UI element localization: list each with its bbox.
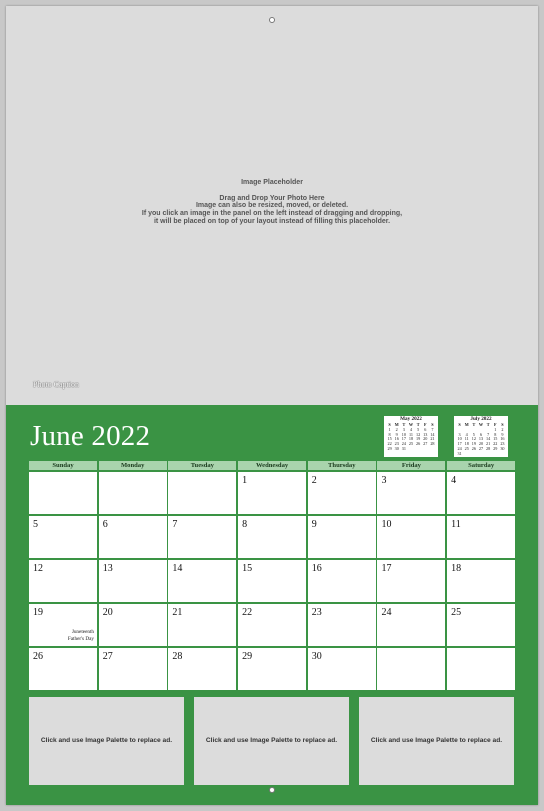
mini-day: 19 — [416, 436, 421, 442]
mini-day-header: S — [431, 422, 434, 427]
day-cell[interactable] — [99, 560, 167, 602]
placeholder-instructions — [6, 179, 538, 226]
day-number: 18 — [451, 563, 462, 574]
mini-day: 7 — [487, 431, 490, 437]
mini-day: 5 — [417, 426, 420, 432]
mini-day: 19 — [471, 441, 476, 447]
mini-day: 27 — [423, 441, 428, 447]
mini-day: 23 — [394, 441, 399, 447]
placeholder-title: Image Placeholder — [241, 179, 303, 186]
mini-day: 12 — [471, 436, 476, 442]
day-number: 26 — [33, 651, 43, 662]
mini-day — [485, 452, 492, 457]
mini-day: 20 — [478, 441, 484, 447]
day-cell[interactable] — [238, 560, 306, 602]
mini-day: 30 — [394, 445, 399, 451]
day-number: 4 — [451, 475, 457, 486]
image-placeholder[interactable] — [6, 6, 538, 405]
mini-calendar-title: July 2022 — [470, 416, 492, 422]
mini-day: 22 — [493, 441, 498, 447]
day-cell[interactable] — [447, 560, 515, 602]
mini-day: 8 — [494, 431, 497, 437]
calendar-page — [6, 6, 538, 805]
mini-day: 21 — [486, 441, 491, 447]
mini-day: 12 — [416, 431, 421, 437]
day-cell[interactable] — [29, 648, 97, 690]
calendar-panel — [6, 405, 538, 805]
placeholder-line: Image can also be resized, moved, or deleted. — [195, 202, 349, 210]
mini-day: 25 — [464, 445, 469, 451]
day-cell[interactable] — [29, 560, 97, 602]
day-cell[interactable] — [447, 516, 515, 558]
mini-day: 25 — [408, 441, 414, 447]
day-events — [68, 629, 94, 643]
mini-day: 9 — [395, 431, 398, 437]
mini-day: 6 — [424, 426, 427, 432]
mini-day-header: M — [394, 422, 399, 427]
mini-day-header: T — [416, 422, 420, 427]
mini-day: 24 — [401, 441, 406, 447]
day-cell[interactable] — [308, 560, 376, 602]
mini-day: 4 — [409, 426, 413, 432]
day-number: 19 — [33, 607, 43, 618]
mini-day — [422, 447, 429, 452]
day-cell[interactable] — [99, 604, 167, 646]
mini-day: 1 — [388, 426, 391, 432]
day-cell[interactable] — [168, 560, 236, 602]
day-number: 3 — [381, 475, 387, 486]
day-header: Friday — [377, 461, 445, 470]
mini-day-header: S — [458, 422, 461, 427]
mini-day-header: F — [423, 422, 427, 427]
day-number: 1 — [242, 475, 248, 486]
day-cell[interactable] — [29, 516, 97, 558]
mini-day: 31 — [401, 445, 406, 451]
day-cell[interactable] — [377, 472, 445, 514]
mini-day: 14 — [430, 431, 435, 437]
day-number: 11 — [451, 519, 461, 530]
day-number: 24 — [381, 607, 392, 618]
day-header: Sunday — [29, 461, 97, 470]
day-cell[interactable] — [238, 472, 306, 514]
day-cell[interactable] — [99, 472, 167, 514]
mini-day: 17 — [457, 441, 462, 447]
day-number: 13 — [102, 563, 113, 574]
mini-day: 23 — [500, 441, 505, 447]
mini-day: 3 — [458, 431, 461, 437]
mini-day: 11 — [464, 436, 469, 442]
mini-day: 14 — [486, 436, 491, 442]
day-cell[interactable] — [168, 648, 236, 690]
day-number: 8 — [242, 519, 248, 530]
day-cell[interactable] — [168, 604, 236, 646]
mini-day — [477, 452, 484, 457]
mini-day: 1 — [494, 426, 497, 432]
day-number: 9 — [311, 519, 317, 530]
month-title[interactable]: June 2022 — [30, 420, 151, 452]
hanging-hole-bottom — [269, 787, 275, 793]
day-cell[interactable] — [168, 516, 236, 558]
mini-day: 4 — [465, 431, 468, 437]
ad-placeholder-2[interactable]: Click and use Image Palette to replace ad. — [194, 697, 349, 785]
day-cell[interactable] — [308, 516, 376, 558]
day-number: 25 — [451, 607, 462, 618]
ad-placeholder-3[interactable]: Click and use Image Palette to replace ad. — [359, 697, 514, 785]
mini-day: 29 — [493, 445, 498, 451]
event-label: Father's Day — [67, 636, 94, 642]
mini-day: 27 — [478, 445, 484, 451]
day-cell[interactable] — [308, 472, 376, 514]
day-cell[interactable] — [447, 472, 515, 514]
day-number: 2 — [311, 475, 317, 486]
day-number: 30 — [311, 651, 322, 662]
mini-day: 7 — [431, 426, 434, 432]
mini-day: 18 — [408, 436, 414, 442]
day-number: 7 — [172, 519, 178, 530]
day-header: Wednesday — [238, 461, 306, 470]
mini-day: 26 — [416, 441, 421, 447]
day-number: 28 — [172, 651, 183, 662]
day-number: 14 — [172, 563, 183, 574]
mini-calendar-next — [454, 416, 508, 457]
mini-day: 29 — [387, 445, 392, 451]
mini-day-header: S — [388, 422, 391, 427]
hanging-hole-top — [269, 17, 275, 23]
mini-day: 8 — [388, 431, 391, 437]
mini-day: 2 — [395, 426, 398, 432]
day-header: Saturday — [447, 461, 515, 470]
mini-calendar-previous — [384, 416, 438, 457]
day-number: 6 — [102, 519, 108, 530]
mini-day: 10 — [401, 431, 406, 437]
mini-day: 21 — [430, 436, 435, 442]
day-cell[interactable] — [238, 516, 306, 558]
mini-day: 18 — [464, 441, 469, 447]
day-cell[interactable] — [377, 516, 445, 558]
mini-day-header: M — [464, 422, 469, 427]
day-cell[interactable] — [308, 648, 376, 690]
day-number: 27 — [102, 651, 113, 662]
day-cell[interactable] — [377, 604, 445, 646]
day-number: 5 — [33, 519, 38, 530]
placeholder-line: Drag and Drop Your Photo Here — [219, 194, 325, 202]
day-cell[interactable] — [377, 560, 445, 602]
mini-day: 17 — [401, 436, 406, 442]
month-grid — [29, 461, 515, 692]
day-cell[interactable] — [168, 472, 236, 514]
photo-caption[interactable]: Photo Caption — [33, 380, 80, 389]
day-cell[interactable] — [99, 648, 167, 690]
day-cell[interactable] — [377, 648, 445, 690]
day-number: 22 — [242, 607, 253, 618]
mini-day — [407, 447, 414, 452]
placeholder-line: it will be placed on top of your layout instead of filling this placeholder. — [153, 217, 391, 225]
mini-day-header: T — [402, 422, 406, 427]
day-number: 10 — [381, 519, 392, 530]
day-number: 15 — [242, 563, 253, 574]
day-number: 12 — [33, 563, 43, 574]
day-number: 17 — [381, 563, 392, 574]
day-number: 21 — [172, 607, 183, 618]
day-cell[interactable] — [29, 472, 97, 514]
mini-day-header: W — [478, 422, 484, 427]
mini-day: 5 — [472, 431, 475, 437]
day-header: Tuesday — [168, 461, 236, 470]
placeholder-line: If you click an image in the panel on the left instead of dragging and dropping, — [141, 210, 403, 218]
mini-day: 13 — [423, 431, 428, 437]
mini-day-header: S — [501, 422, 504, 427]
day-cell[interactable] — [238, 604, 306, 646]
day-cell[interactable] — [238, 648, 306, 690]
ad-placeholder-1[interactable]: Click and use Image Palette to replace ad. — [29, 697, 184, 785]
mini-day-header: T — [486, 422, 490, 427]
day-number: 23 — [311, 607, 322, 618]
day-header: Thursday — [308, 461, 376, 470]
mini-day: 28 — [486, 445, 491, 451]
day-cell[interactable] — [447, 604, 515, 646]
mini-day: 3 — [402, 426, 405, 432]
day-cell[interactable] — [29, 604, 97, 646]
mini-day: 15 — [493, 436, 498, 442]
day-number: 20 — [102, 607, 113, 618]
mini-day: 15 — [387, 436, 392, 442]
mini-day-header: T — [472, 422, 476, 427]
day-cell[interactable] — [447, 648, 515, 690]
mini-day — [429, 447, 436, 452]
event-label: Juneteenth — [71, 629, 94, 635]
day-number: 29 — [242, 651, 253, 662]
mini-day — [470, 452, 477, 457]
day-cell[interactable] — [308, 604, 376, 646]
mini-day — [492, 452, 499, 457]
mini-calendar-title: May 2022 — [400, 416, 422, 422]
mini-calendar-grid — [384, 423, 438, 452]
mini-day: 28 — [430, 441, 435, 447]
mini-day: 26 — [471, 445, 476, 451]
mini-day: 10 — [457, 436, 462, 442]
mini-day — [415, 447, 422, 452]
mini-day: 6 — [479, 431, 483, 437]
day-number: 16 — [311, 563, 322, 574]
mini-day: 11 — [408, 431, 414, 437]
mini-day: 31 — [457, 450, 462, 456]
mini-day: 22 — [387, 441, 392, 447]
mini-day — [499, 452, 506, 457]
mini-day: 20 — [423, 436, 428, 442]
day-header: Monday — [99, 461, 167, 470]
mini-day: 24 — [457, 445, 462, 451]
day-cell[interactable] — [99, 516, 167, 558]
mini-day: 30 — [500, 445, 505, 451]
mini-day-header: W — [408, 422, 414, 427]
mini-day: 16 — [394, 436, 399, 442]
mini-calendar-grid — [454, 423, 508, 457]
mini-day — [463, 452, 470, 457]
mini-day: 13 — [478, 436, 484, 442]
mini-day-header: F — [493, 422, 497, 427]
mini-day: 2 — [501, 426, 504, 432]
mini-day: 9 — [501, 431, 504, 437]
mini-day: 16 — [500, 436, 505, 442]
